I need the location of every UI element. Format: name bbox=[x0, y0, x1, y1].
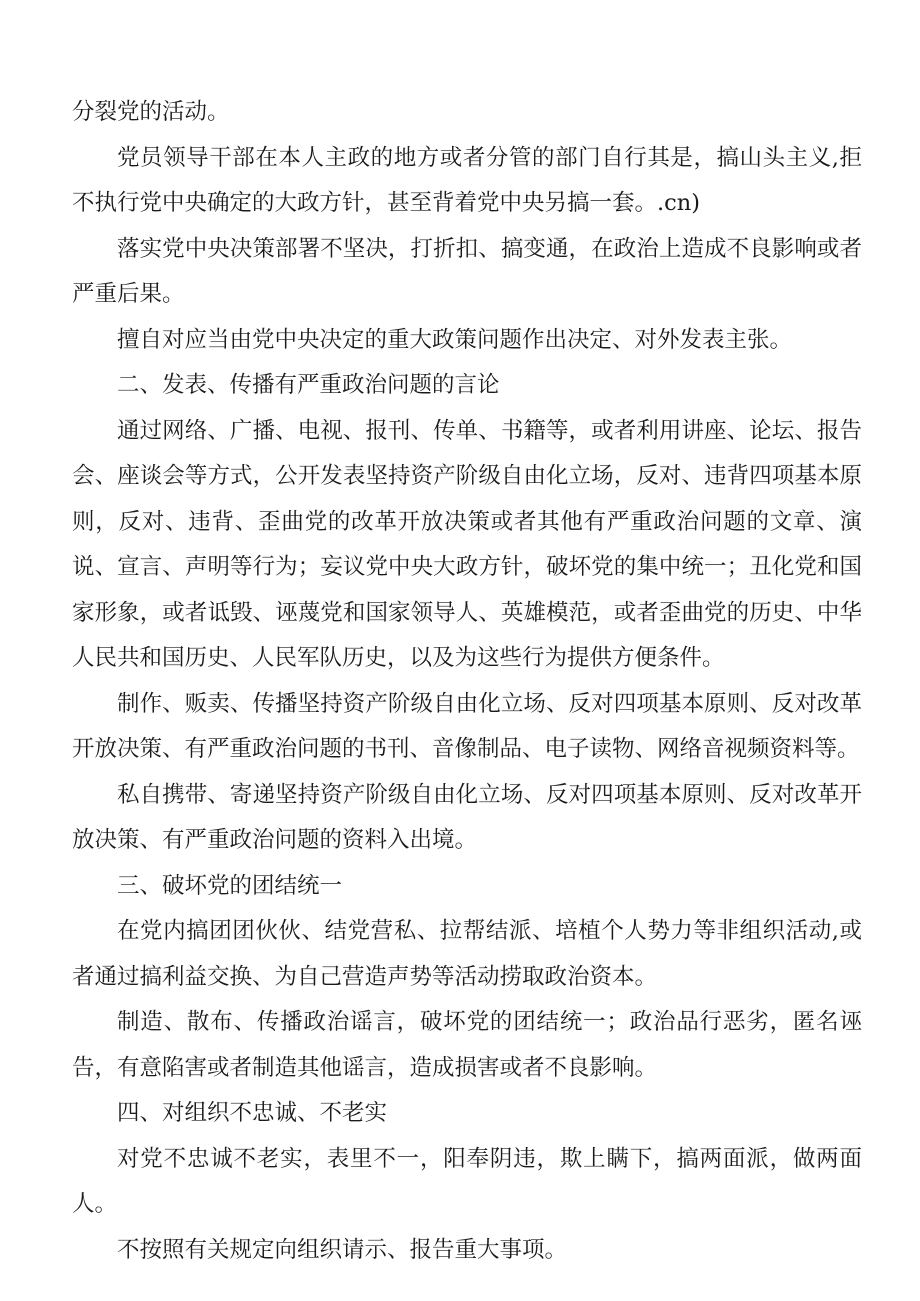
paragraph: 在党内搞团团伙伙、结党营私、拉帮结派、培植个人势力等非组织活动,或者通过搞利益交换、为自己营造声势等活动捞取政治资本。 bbox=[72, 918, 862, 990]
paragraph: 不按照有关规定向组织请示、报告重大事项。 bbox=[117, 1236, 568, 1263]
paragraph: 落实党中央决策部署不坚决，打折扣、搞变通，在政治上造成不良影响或者严重后果。 bbox=[72, 235, 862, 307]
paragraph: 制作、贩卖、传播坚持资产阶级自由化立场、反对四项基本原则、反对改革开放决策、有严重政治问题的书刊、音像制品、电子读物、网络音视频资料等。 bbox=[72, 690, 862, 762]
paragraph: 通过网络、广播、电视、报刊、传单、书籍等，或者利用讲座、论坛、报告会、座谈会等方式，公开发表坚持资产阶级自由化立场，反对、违背四项基本原则，反对、违背、歪曲党的改革开放决策或者其他有严重政治问题的文章、演说、宣言、声明等行为；妄议党中央大政方针，破坏党的集中统一；丑化党和国家形象，或者诋毁、诬蔑党和国家领导人、英雄模范，或者歪曲党的历史、中华人民共和国历史、人民军队历史，以及为这些行为提供方便条件。 bbox=[72, 417, 862, 671]
paragraph: 制造、散布、传播政治谣言，破坏党的团结统一；政治品行恶劣，匿名诬告，有意陷害或者制造其他谣言，造成损害或者不良影响。 bbox=[72, 1009, 862, 1081]
paragraph-continuation: 分裂党的活动。 bbox=[72, 99, 230, 125]
paragraph: 私自携带、寄递坚持资产阶级自由化立场、反对四项基本原则、反对改革开放决策、有严重政治问题的资料入出境。 bbox=[72, 781, 862, 853]
document-body bbox=[72, 90, 862, 1273]
paragraph: 擅自对应当由党中央决定的重大政策问题作出决定、对外发表主张。 bbox=[117, 326, 793, 353]
section-heading: 三、破坏党的团结统一 bbox=[117, 872, 343, 899]
paragraph: 党员领导干部在本人主政的地方或者分管的部门自行其是，搞山头主义,拒不执行党中央确定的大政方针，甚至背着党中央另搞一套。.cn) bbox=[72, 144, 862, 216]
section-heading: 四、对组织不忠诚、不老实 bbox=[117, 1100, 388, 1126]
paragraph: 对党不忠诚不老实，表里不一，阳奉阴违，欺上瞒下，搞两面派，做两面人。 bbox=[72, 1145, 862, 1217]
section-heading: 二、发表、传播有严重政治问题的言论 bbox=[117, 372, 500, 398]
